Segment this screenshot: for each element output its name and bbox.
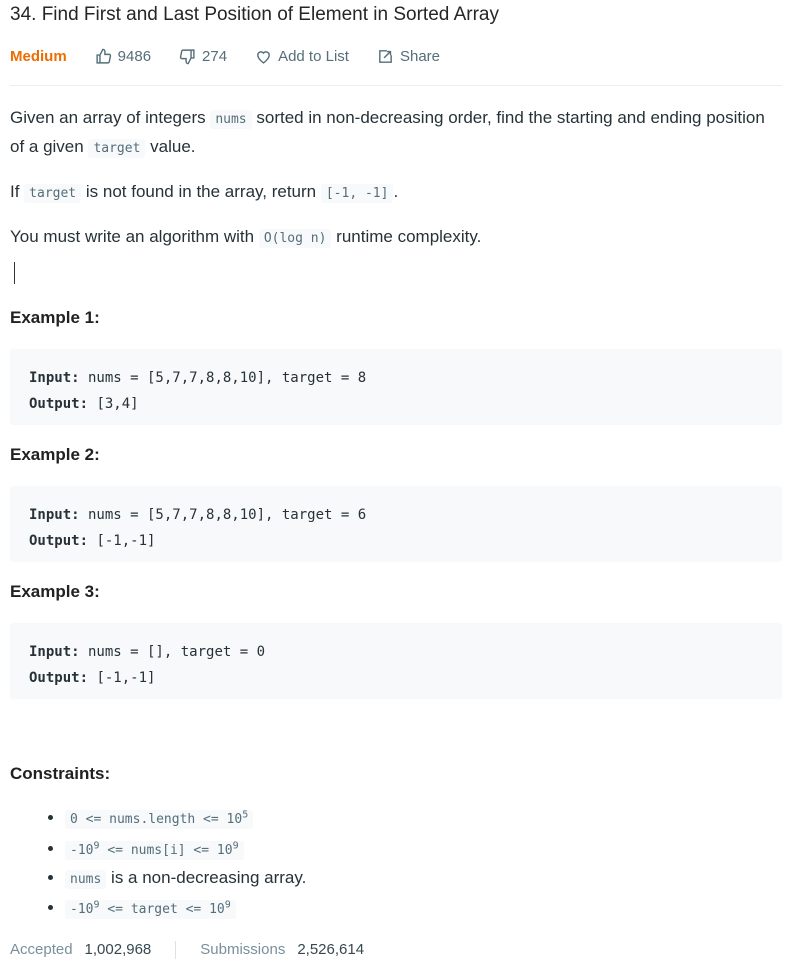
difficulty-badge: Medium [10, 47, 67, 65]
inline-code: target [24, 184, 81, 203]
superscript: 9 [93, 840, 100, 852]
output-label: Output: [29, 670, 89, 686]
example-1-box [10, 349, 782, 425]
thumbs-up-icon [95, 48, 112, 65]
inline-code [65, 841, 244, 860]
input-label: Input: [29, 507, 80, 523]
inline-code: O(log n) [259, 229, 332, 248]
desc-text: runtime complexity. [331, 227, 482, 246]
input-label: Input: [29, 644, 80, 660]
inline-code [65, 810, 253, 829]
dislike-button[interactable] [179, 48, 227, 65]
example-2-box [10, 486, 782, 562]
text-cursor [14, 262, 15, 284]
example-input: nums = [5,7,7,8,8,10], target = 8 [79, 370, 367, 386]
problem-meta-bar [10, 44, 782, 68]
constraint-item [65, 803, 306, 834]
stats-divider [175, 941, 176, 959]
submission-stats [10, 941, 364, 959]
superscript: 9 [93, 900, 100, 912]
example-3-title: Example 3: [10, 582, 100, 601]
add-to-list-button[interactable] [255, 48, 349, 65]
constraints-title: Constraints: [10, 764, 111, 783]
share-icon [377, 48, 394, 65]
example-output: [-1,-1] [88, 533, 156, 549]
problem-description [10, 104, 782, 268]
input-label: Input: [29, 370, 80, 386]
inline-code [65, 900, 236, 919]
inline-code: nums [210, 110, 251, 129]
superscript: 9 [224, 900, 231, 912]
example-input: nums = [], target = 0 [79, 644, 266, 660]
example-input: nums = [5,7,7,8,8,10], target = 6 [79, 507, 367, 523]
code-text: -10 [70, 843, 94, 859]
submissions-value: 2,526,614 [297, 941, 365, 958]
inline-code: target [88, 139, 145, 158]
desc-text: You must write an algorithm with [10, 227, 259, 246]
header-divider [10, 85, 782, 86]
constraint-text: is a non-decreasing array. [106, 867, 307, 887]
desc-paragraph-2 [10, 178, 782, 207]
accepted-value: 1,002,968 [84, 941, 152, 958]
inline-code: nums [65, 870, 106, 889]
superscript: 9 [232, 840, 239, 852]
constraints-list [10, 803, 306, 924]
code-text: -10 [70, 902, 94, 918]
code-text: 0 <= nums.length <= 10 [70, 812, 243, 828]
example-1-title: Example 1: [10, 308, 100, 327]
thumbs-down-icon [179, 48, 196, 65]
constraint-item [65, 865, 306, 894]
like-count: 9486 [117, 47, 152, 65]
code-text: <= target <= 10 [99, 902, 225, 918]
desc-paragraph-3 [10, 223, 782, 252]
desc-text: . [393, 182, 399, 201]
example-output: [-1,-1] [88, 670, 156, 686]
constraint-item [65, 893, 306, 924]
share-button[interactable] [377, 48, 440, 65]
example-2-title: Example 2: [10, 445, 100, 464]
heart-icon [255, 48, 272, 65]
desc-text: Given an array of integers [10, 108, 211, 127]
desc-text: is not found in the array, return [81, 182, 321, 201]
output-label: Output: [29, 396, 89, 412]
desc-text: If [10, 182, 25, 201]
example-output: [3,4] [88, 396, 139, 412]
desc-text: value. [145, 137, 196, 156]
desc-text: sorted in non-decreasing order, find the starting and ending position of a given [10, 108, 765, 156]
like-button[interactable] [95, 48, 151, 65]
submissions-label: Submissions [200, 941, 286, 958]
superscript: 5 [242, 810, 249, 821]
add-to-list-label: Add to List [278, 47, 349, 65]
code-text: <= nums[i] <= 10 [99, 843, 233, 859]
accepted-label: Accepted [10, 941, 73, 958]
constraint-item [65, 834, 306, 865]
dislike-count: 274 [202, 47, 228, 65]
share-label: Share [399, 47, 440, 65]
example-3-box [10, 623, 782, 699]
problem-title: 34. Find First and Last Position of Element in Sorted Array [10, 4, 499, 25]
desc-paragraph-1 [10, 104, 782, 162]
output-label: Output: [29, 533, 89, 549]
inline-code: [-1, -1] [321, 184, 394, 203]
